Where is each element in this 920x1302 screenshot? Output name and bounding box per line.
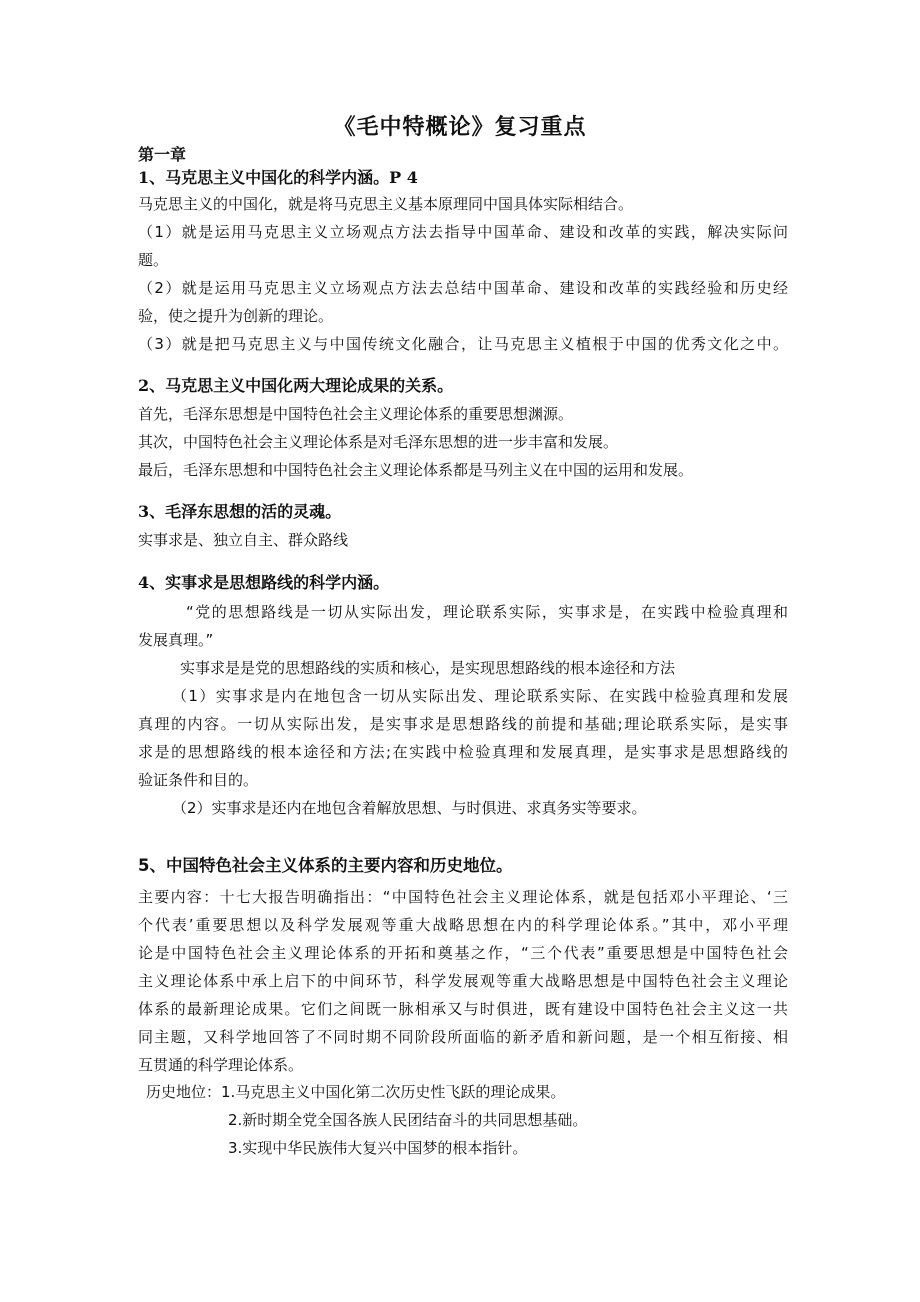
q1-heading: 1、马克思主义中国化的科学内涵。P 4 <box>138 168 418 187</box>
q5-line: 体系的最新理论成果。它们之间既一脉相承又与时俱进，既有建设中国特色社会主义这一共 <box>138 1000 788 1018</box>
chapter-heading: 第一章 <box>138 145 187 164</box>
q2-line: 首先，毛泽东思想是中国特色社会主义理论体系的重要思想渊源。 <box>138 405 574 423</box>
q5-line: 主义理论体系中承上启下的中间环节，科学发展观等重大战略思想是中国特色社会主义理论 <box>138 972 788 990</box>
q5-history-line: 3.实现中华民族伟大复兴中国梦的根本指针。 <box>228 1139 528 1157</box>
q4-heading: 4、实事求是思想路线的科学内涵。 <box>138 573 390 592</box>
q2-line: 最后，毛泽东思想和中国特色社会主义理论体系都是马列主义在中国的运用和发展。 <box>138 461 694 479</box>
q1-line: 题。 <box>138 251 169 269</box>
q4-line: 真理的内容。一切从实际出发，是实事求是思想路线的前提和基础;理论联系实际，是实事 <box>138 715 788 733</box>
q1-line: 验，使之提升为创新的理论。 <box>138 307 334 325</box>
q4-line: 验证条件和目的。 <box>138 771 259 789</box>
q1-line: （2）就是运用马克思主义立场观点方法去总结中国革命、建设和改革的实践经验和历史经 <box>138 279 788 297</box>
q4-line: 发展真理。” <box>138 631 214 649</box>
q4-line: 求是的思想路线的根本途径和方法;在实践中检验真理和发展真理，是实事求是思想路线的 <box>138 743 788 761</box>
q4-line: （1）实事求是内在地包含一切从实际出发、理论联系实际、在实践中检验真理和发展 <box>172 687 788 705</box>
q1-line: （3）就是把马克思主义与中国传统文化融合，让马克思主义植根于中国的优秀文化之中。 <box>138 335 788 353</box>
q1-line: （1）就是运用马克思主义立场观点方法去指导中国革命、建设和改革的实践，解决实际问 <box>138 223 788 241</box>
q5-history-line: 2.新时期全党全国各族人民团结奋斗的共同思想基础。 <box>228 1111 588 1129</box>
q2-line: 其次，中国特色社会主义理论体系是对毛泽东思想的进一步丰富和发展。 <box>138 433 619 451</box>
q5-line: 互贯通的科学理论体系。 <box>138 1056 304 1074</box>
q5-line: 个代表’重要思想以及科学发展观等重大战略思想在内的科学理论体系。”其中，邓小平理 <box>138 916 788 934</box>
q5-line: 论是中国特色社会主义理论体系的开拓和奠基之作，“三个代表”重要思想是中国特色社会 <box>138 944 788 962</box>
document-title: 《毛中特概论》复习重点 <box>333 114 587 140</box>
q1-line: 马克思主义的中国化，就是将马克思主义基本原理同中国具体实际相结合。 <box>138 195 634 213</box>
q5-line: 同主题，又科学地回答了不同时期不同阶段所面临的新矛盾和新问题，是一个相互衔接、相 <box>138 1028 788 1046</box>
q4-line: 实事求是是党的思想路线的实质和核心，是实现思想路线的根本途径和方法 <box>180 659 676 677</box>
q3-line: 实事求是、独立自主、群众路线 <box>138 531 349 549</box>
q4-line: （2）实事求是还内在地包含着解放思想、与时俱进、求真务实等要求。 <box>172 799 647 817</box>
q5-heading: 5、中国特色社会主义体系的主要内容和历史地位。 <box>138 856 513 875</box>
q2-heading: 2、马克思主义中国化两大理论成果的关系。 <box>138 376 454 395</box>
q4-line: “党的思想路线是一切从实际出发，理论联系实际，实事求是，在实践中检验真理和 <box>186 603 788 621</box>
q3-heading: 3、毛泽东思想的活的灵魂。 <box>138 502 342 521</box>
q5-history-line: 历史地位：1.马克思主义中国化第二次历史性飞跃的理论成果。 <box>146 1083 566 1101</box>
q5-line: 主要内容：十七大报告明确指出：“中国特色社会主义理论体系，就是包括邓小平理论、‘三 <box>138 888 788 906</box>
